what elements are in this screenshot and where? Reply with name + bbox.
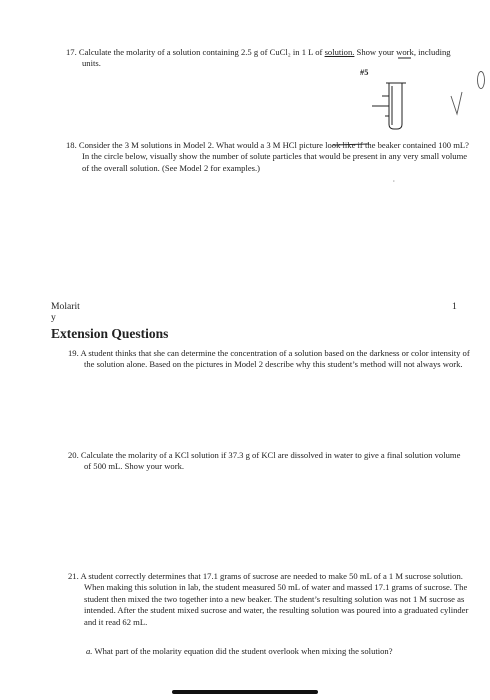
question-21a [86,646,472,657]
handwritten-label: #5 [360,68,369,77]
question-17-underlined: solution. [324,47,355,57]
tiny-mark: ▹ [393,178,396,183]
section-title: Extension Questions [51,326,169,341]
question-21-text: A student correctly determines that 17.1 grams of sucrose are needed to make 50 mL of a 1 M sucrose solution. When making this solution in lab, the student measured 50 mL of water and massed 17.1 grams of sucrose. The student then mixed the two together into a new beaker. The student’s resulting solution was not 1 M sucrose as intended. After the student mixed sucrose and water, the resulting solution was poured into a graduated cylinder and it read 62 mL. [80,571,469,627]
question-19 [68,348,476,371]
question-18 [66,140,470,174]
question-21-number: 21. [68,571,79,581]
question-21 [68,571,476,628]
question-19-number: 19. [68,348,79,358]
question-18-number: 18. [66,140,77,150]
question-20-text: Calculate the molarity of a KCl solution if 37.3 g of KCl are dissolved in water to give a final solution volume of 500 mL. Show your work. [80,450,461,472]
question-21a-label: a. [86,646,93,656]
question-17-number: 17. [66,47,77,57]
checkmark-sketch-icon [451,92,462,114]
question-20 [68,450,464,473]
page-number: 1 [452,301,457,312]
question-17-text-after: Show your work, including units. [82,47,451,69]
zero-sketch-icon [478,72,485,89]
footer-left: Molarit y [51,301,80,323]
cylinder-sketch-icon [372,83,406,129]
question-18-text: Consider the 3 M solutions in Model 2. What would a 3 M HCl picture look like if the beaker contained 100 mL? In the circle below, visually show the number of solute particles that would be present in any very small volume of the overall solution. (See Model 2 for examples.) [78,140,469,173]
question-19-text: A student thinks that she can determine the concentration of a solution based on the darkness or color intensity of the solution alone. Based on the pictures in Model 2 describe why this student’s method will not always work. [80,348,470,370]
home-indicator[interactable] [172,690,318,694]
question-17-text-before: Calculate the molarity of a solution containing 2.5 g of CuCl₂ in 1 L of [78,47,325,57]
question-20-number: 20. [68,450,79,460]
question-21a-text: What part of the molarity equation did the student overlook when mixing the solution? [94,646,393,656]
